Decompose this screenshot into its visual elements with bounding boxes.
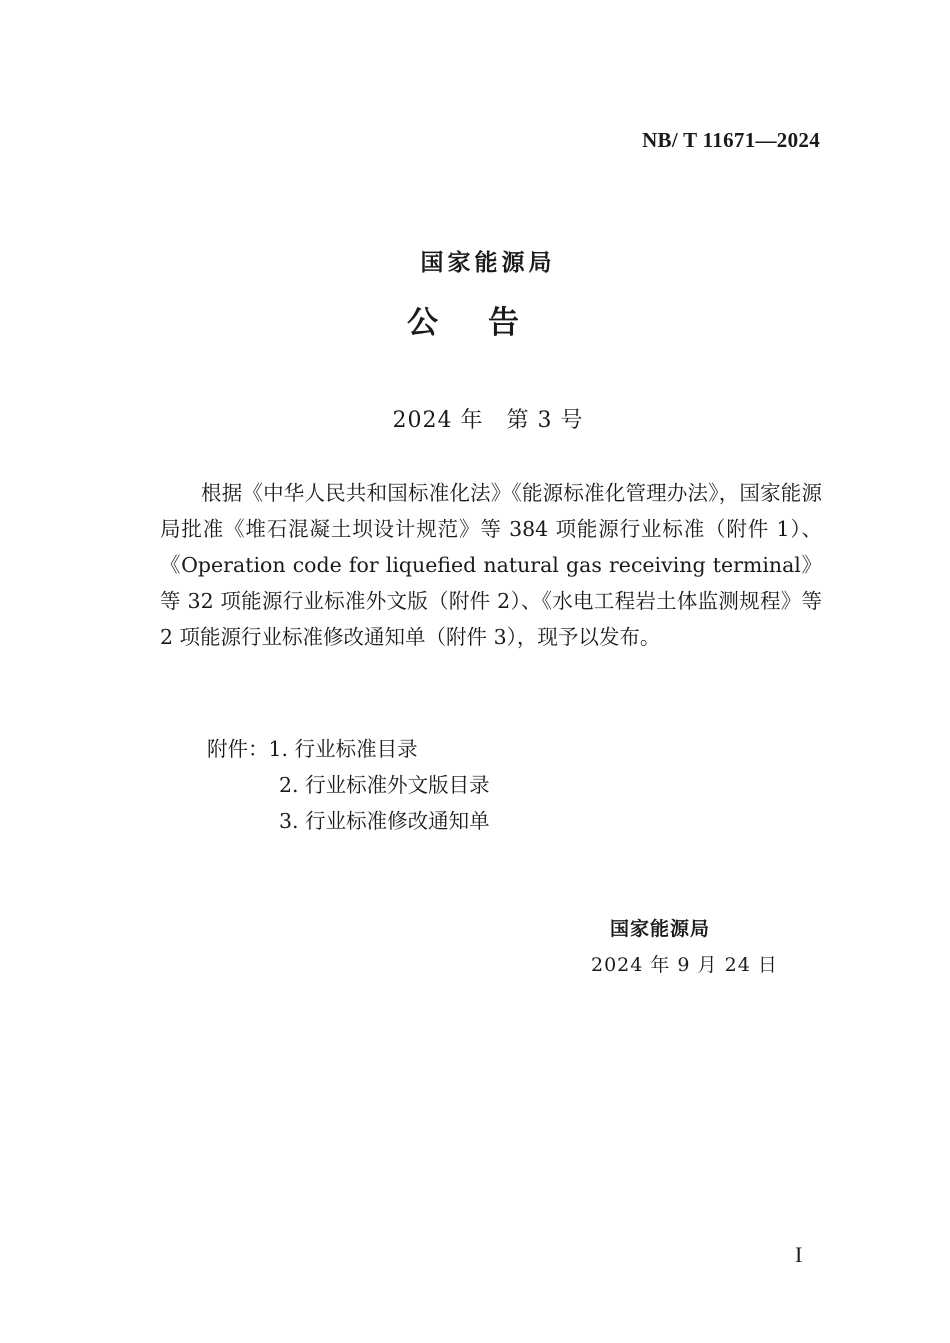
signature-organization: 国家能源局 — [610, 918, 711, 940]
page-number: I — [795, 1242, 803, 1267]
announcement-paragraph: 根据《中华人民共和国标准化法》《能源标准化管理办法》，国家能源局批准《堆石混凝土坝设计规范》等 384 项能源行业标准（附件 1）、《Operation code for liquefied natural gas receiving terminal》等 32 项能源行业标准外文版（附件 2）、《水电工程岩土体监测规程》等 2 项能源行业标准修改通知单（附件 3），现予以发布。 — [160, 481, 822, 649]
standard-code: NB/ T 11671—2024 — [642, 128, 820, 152]
document-number: 2024 年 第 3 号 — [392, 408, 584, 433]
attachment-item — [207, 803, 490, 839]
signature-date: 2024 年 9 月 24 日 — [591, 954, 778, 976]
attachment-item-text: 2. 行业标准外文版目录 — [279, 773, 490, 797]
attachment-list — [207, 731, 490, 839]
attachment-item-text: 1. 行业标准目录 — [268, 737, 418, 761]
issuer-title: 国家能源局 — [420, 250, 556, 276]
attachment-item — [207, 767, 490, 803]
document-type-title: 公告 — [407, 305, 569, 341]
attachment-item-text: 3. 行业标准修改通知单 — [279, 809, 490, 833]
attachment-item — [207, 731, 490, 767]
attachment-label: 附件： — [207, 737, 269, 761]
